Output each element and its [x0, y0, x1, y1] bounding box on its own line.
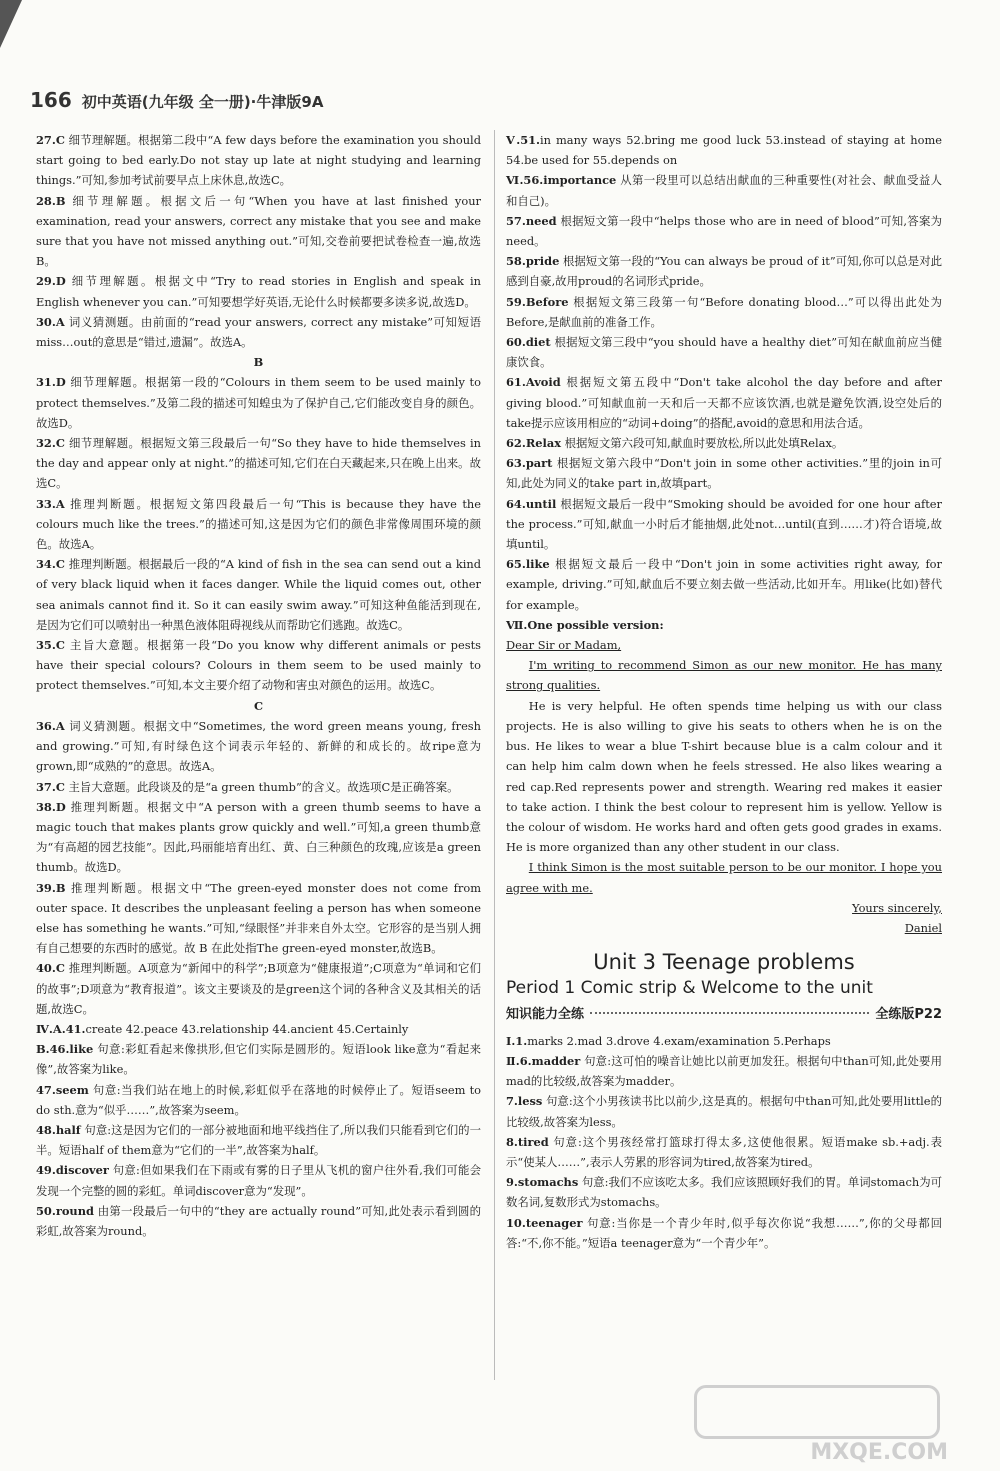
answer-number: B.46.like	[36, 1042, 94, 1057]
answer-number: 39.B	[36, 880, 66, 895]
answer-explanation: 根据短文最后一段中“Smoking should be avoided for one hour after the process.”可知,献血一小时后才能抽烟,此处not…until(直到……才)符合语境,故填until。	[506, 496, 942, 552]
watermark-logo	[694, 1385, 940, 1439]
answer-number: Ⅳ.A.41.	[36, 1021, 86, 1036]
answer-item	[36, 1019, 481, 1039]
answer-explanation: 句意:这个男孩经常打篮球打得太多,这使他很累。短语make sb.+adj.表示“使某人……”,表示人劳累的形容词为tired,故答案为tired。	[506, 1134, 942, 1169]
answer-item	[506, 1213, 942, 1253]
page-header	[30, 88, 323, 112]
essay-paragraph	[506, 655, 942, 695]
answer-item	[36, 878, 481, 959]
answer-item	[506, 1172, 942, 1212]
section-heading: B	[253, 355, 264, 370]
answer-explanation: 推理判断题。A项意为“新闻中的科学”;B项意为“健康报道”;C项意为“单词和它们的故事”;D项意为“教育报道”。该文主要谈及的是green这个词的各种含义及其相关的话题,故选C。	[36, 961, 481, 1016]
signature-text: Daniel	[904, 920, 942, 935]
answer-number: 50.round	[36, 1203, 94, 1218]
answer-explanation: 句意:这可怕的噪音让她比以前更加发狂。根据句中than可知,此处要用mad的比较级,故答案为madder。	[506, 1053, 943, 1089]
practice-band-label: 知识能力全练	[506, 1006, 585, 1022]
answer-explanation: 根据短文第六段中“Don't join in some other activities.”里的join in可知,此处为同义的take part in,故填part。	[506, 456, 942, 491]
page-number: 166	[30, 88, 72, 112]
answer-explanation: 根据短文第三段第一句“Before donating blood…”可以得出此处为Before,是献血前的准备工作。	[506, 294, 942, 329]
answer-number: 36.A	[36, 718, 65, 733]
answer-item	[506, 494, 942, 555]
answer-number: 37.C	[36, 779, 65, 794]
answer-number: 64.until	[506, 496, 557, 511]
answer-item	[506, 292, 942, 332]
answer-item	[506, 554, 942, 615]
answer-item	[506, 1031, 942, 1051]
answer-explanation: 根据短文最后一段中“Don't join in some activities right away, for example, driving.”可知,献血后不要立刻去做一些活动,比如开车。用like(比如)替代for example。	[506, 557, 942, 612]
answer-item	[506, 1091, 942, 1131]
answer-number: 57.need	[506, 213, 557, 228]
answer-item	[506, 170, 942, 210]
answer-explanation: create 42.peace 43.relationship 44.ancient 45.Certainly	[85, 1021, 409, 1036]
answer-number: 62.Relax	[506, 436, 562, 451]
answer-number: 27.C	[36, 133, 65, 147]
answer-item	[506, 453, 942, 493]
answer-item	[506, 130, 942, 170]
answer-explanation: 细节理解题。根据第二段中“A few days before the examination you should start going to bed early.Do not stay up late at night studying and learning things.”可知,参加考试前要早点上床休息,故选C。	[36, 133, 481, 188]
answer-item	[36, 433, 481, 494]
answer-explanation: 句意:当我们站在地上的时候,彩虹似乎在落地的时候停止了。短语seem to do sth.意为“似乎……”,故答案为seem。	[36, 1082, 481, 1117]
essay-paragraph-text: He is very helpful. He often spends time helping us with our class projects. He is also willing to give his seats to others when he is on the bus. He likes to wear a blue T-shirt because blue is a calm colour and it can help him calm down when he feels stressed. He also likes wearing a red cap.Red represents power and strength. Wearing red makes it easier to take action. I think the best colour to represent him is yellow. Yellow is the colour of wisdom. He works hard and often gets good grades in exams. He is more organized than any other student in our class.	[506, 698, 942, 855]
answer-number: Ⅵ.56.importance	[506, 173, 617, 188]
period-title: Period 1 Comic strip & Welcome to the unit	[506, 978, 873, 999]
answer-item	[36, 797, 481, 878]
answer-number: 7.less	[506, 1094, 543, 1109]
essay-line: Ⅶ.One possible version:	[506, 617, 664, 632]
answer-number: 34.C	[36, 557, 65, 572]
answer-item	[506, 332, 942, 372]
answer-number: 32.C	[36, 436, 65, 451]
book-title: 初中英语(九年级 全一册)·牛津版9A	[81, 93, 324, 111]
essay-paragraph	[506, 857, 942, 897]
answer-explanation: 推理判断题。根据文中“The green-eyed monster does not come from outer space. It describes the unpleasant feeling a person has when someone else has something he wants.”可知,“绿眼怪”并非来自外太空。它形容的是当别人拥有自己想要的东西时的感觉。故 B 在此处指The green-eyed monster,故选B。	[36, 880, 481, 956]
answer-explanation: 根据短文第一段的“You can always be proud of it”可知,你可以总是对此感到自豪,故用proud的名词形式pride。	[506, 254, 942, 289]
answer-explanation: 句意:当你是一个青少年时,似乎每次你说“我想……”,你的父母都回答:“不,你不能。”短语a teenager意为“一个青少年”。	[506, 1215, 942, 1250]
answer-explanation: 词义猜测题。根据文中“Sometimes, the word green means young, fresh and growing.”可知,有时绿色这个词表示年轻的、新鲜的和成长的。故ripe意为grown,即“成熟的”的意思。故选A。	[36, 718, 481, 774]
page-corner-mark	[0, 0, 22, 48]
answer-item	[36, 777, 481, 797]
column-divider	[494, 130, 495, 1380]
answer-explanation: 推理判断题。根据短文第四段最后一句“This is because they have the colours much like the trees.”的描述可知,这是因为它们的颜色非常像周围环境的颜色。故选A。	[36, 496, 481, 552]
answer-item	[36, 494, 481, 555]
section-heading: C	[253, 698, 264, 713]
answer-explanation: 推理判断题。根据文中“A person with a green thumb seems to have a magic touch that makes plants grow quickly and well.”可知,a green thumb意为“有高超的园艺技能”。因此,玛丽能培育出红、黄、白三种颜色的玫瑰,应该是a green thumb。故选D。	[36, 799, 481, 875]
answer-item	[506, 372, 942, 433]
answer-explanation: 推理判断题。根据最后一段的“A kind of fish in the sea can send out a kind of very black liquid when it faces danger. While the liquid comes out, other sea animals cannot find it. So it can easily swim away.”可知这种鱼能活到现在,是因为它们可以喷射出一种黑色液体阻碍视线从而帮助它们逃跑。故选C。	[36, 557, 481, 632]
practice-band-ref: 全练版P22	[875, 1006, 942, 1022]
answer-item	[506, 433, 942, 453]
answer-item	[506, 1051, 942, 1091]
answer-explanation: 词义猜测题。由前面的“read your answers, correct any mistake”可知短语miss…out的意思是“错过,遗漏”。故选A。	[36, 314, 481, 350]
watermark-text: MXQE.COM	[810, 1440, 948, 1465]
answer-explanation: in many ways 52.bring me good luck 53.instead of staying at home 54.be used for 55.depends on	[506, 133, 942, 168]
answer-number: Ⅰ.1.	[506, 1033, 528, 1048]
answer-number: 59.Before	[506, 294, 569, 309]
answer-explanation: marks 2.mad 3.drove 4.exam/examination 5.Perhaps	[527, 1033, 831, 1048]
left-column	[36, 130, 481, 1241]
answer-number: 8.tired	[506, 1134, 549, 1149]
answer-number: 35.C	[36, 638, 65, 653]
answer-explanation: 句意:彩虹看起来像拱形,但它们实际是圆形的。短语look like意为“看起来像”,故答案为like。	[36, 1042, 481, 1077]
answer-number: 48.half	[36, 1122, 81, 1137]
signature-text: Yours sincerely,	[852, 900, 942, 915]
signature-line	[506, 918, 942, 938]
answer-number: 61.Avoid	[506, 375, 561, 390]
answer-number: 29.D	[36, 274, 66, 289]
answer-item	[36, 958, 481, 1019]
answer-number: 40.C	[36, 961, 65, 976]
essay-paragraph	[506, 696, 942, 858]
answer-explanation: 细节理解题。根据第一段的“Colours in them seem to be used mainly to protect themselves.”及第二段的描述可知蝗虫为了保护自己,它们能改变自身的颜色。故选D。	[36, 375, 481, 430]
answer-explanation: 根据短文第六段可知,献血时要放松,所以此处填Relax。	[561, 436, 844, 451]
answer-explanation: 主旨大意题。根据第一段“Do you know why different animals or pests have their special colours? Colours in them seem to be used mainly to protect themselves.”可知,本文主要介绍了动物和害虫对颜色的运用。故选C。	[36, 638, 481, 693]
answer-explanation: 细节理解题。根据短文第三段最后一句“So they have to hide themselves in the day and appear only at night.”的描述可知,它们在白天藏起来,只在晚上出来。故选C。	[36, 436, 481, 491]
right-column	[506, 130, 942, 1253]
answer-item	[36, 312, 481, 352]
answer-item	[506, 251, 942, 291]
answer-number: 28.B	[36, 193, 66, 208]
answer-item	[36, 191, 481, 272]
dotted-leader	[590, 1011, 869, 1014]
answer-number: 49.discover	[36, 1163, 109, 1178]
answer-item	[36, 716, 481, 777]
answer-item	[36, 130, 481, 191]
answer-item	[506, 1132, 942, 1172]
answer-item	[506, 211, 942, 251]
answer-number: 10.teenager	[506, 1215, 583, 1230]
answer-number: 47.seem	[36, 1082, 89, 1097]
answer-number: 30.A	[36, 314, 65, 329]
answer-number: 31.D	[36, 375, 66, 390]
answer-item	[36, 372, 481, 433]
essay-paragraph-text: I think Simon is the most suitable person to be our monitor. I hope you agree with me.	[506, 860, 942, 895]
answer-item	[36, 1120, 481, 1160]
answer-explanation: 句意:这个小男孩读书比以前少,这是真的。根据句中than可知,此处要用little的比较级,故答案为less。	[506, 1094, 942, 1129]
answer-explanation: 句意:这是因为它们的一部分被地面和地平线挡住了,所以我们只能看到它们的一半。短语half of them意为“它们的一半”,故答案为half。	[36, 1122, 481, 1158]
answer-explanation: 根据短文第三段中“you should have a healthy diet”可知在献血前应当健康饮食。	[506, 335, 942, 370]
answer-explanation: 句意:但如果我们在下雨或有雾的日子里从飞机的窗户往外看,我们可能会发现一个完整的圆的彩虹。单词discover意为“发现”。	[36, 1163, 481, 1198]
answer-number: 9.stomachs	[506, 1175, 579, 1190]
answer-number: Ⅴ.51.	[506, 133, 541, 147]
answer-explanation: 细节理解题。根据文后一句“When you have at last finished your examination, read your answers, correct any mistake that you see and make sure that you have not missed anything out.”可知,交卷前要把试卷检查一遍,故选B。	[36, 193, 481, 269]
answer-number: 33.A	[36, 496, 65, 511]
answer-number: Ⅱ.6.madder	[506, 1053, 581, 1068]
answer-explanation: 从第一段里可以总结出献血的三种重要性(对社会、献血受益人和自己)。	[506, 173, 942, 208]
answer-explanation: 主旨大意题。此段谈及的是“a green thumb”的含义。故选项C是正确答案。	[64, 779, 459, 794]
answer-number: 65.like	[506, 557, 550, 572]
practice-band	[506, 1005, 942, 1025]
answer-item	[36, 271, 481, 311]
answer-item	[36, 554, 481, 635]
answer-explanation: 根据短文第五段中“Don't take alcohol the day before and after giving blood.”可知献血前一天和后一天都不应该饮酒,也就是避免饮酒,设空处后的take提示应该用相应的“动词+doing”的搭配,avoid的意思和用法合适。	[506, 375, 942, 430]
essay-line: Dear Sir or Madam,	[506, 638, 622, 653]
essay-paragraph-text: I'm writing to recommend Simon as our new monitor. He has many strong qualities.	[506, 658, 942, 693]
answer-number: 60.diet	[506, 335, 551, 350]
answer-item	[36, 1080, 481, 1120]
answer-explanation: 根据短文第一段中“helps those who are in need of blood”可知,答案为need。	[506, 213, 942, 249]
answer-item	[36, 1039, 481, 1079]
answer-item	[36, 1201, 481, 1241]
answer-explanation: 句意:我们不应该吃太多。我们应该照顾好我们的胃。单词stomach为可数名词,复数形式为stomachs。	[506, 1175, 942, 1210]
signature-line	[506, 898, 942, 918]
answer-explanation: 细节理解题。根据文中“Try to read stories in English and speak in English whenever you can.”可知要想学好英语,无论什么时候都要多读多说,故选D。	[36, 274, 481, 309]
answer-number: 38.D	[36, 799, 66, 814]
answer-explanation: 由第一段最后一句中的“they are actually round”可知,此处表示看到圆的彩虹,故答案为round。	[36, 1203, 481, 1238]
answer-number: 63.part	[506, 456, 553, 471]
answer-item	[36, 635, 481, 696]
answer-item	[36, 1160, 481, 1200]
answer-number: 58.pride	[506, 254, 560, 269]
unit-title: Unit 3 Teenage problems	[593, 950, 855, 975]
